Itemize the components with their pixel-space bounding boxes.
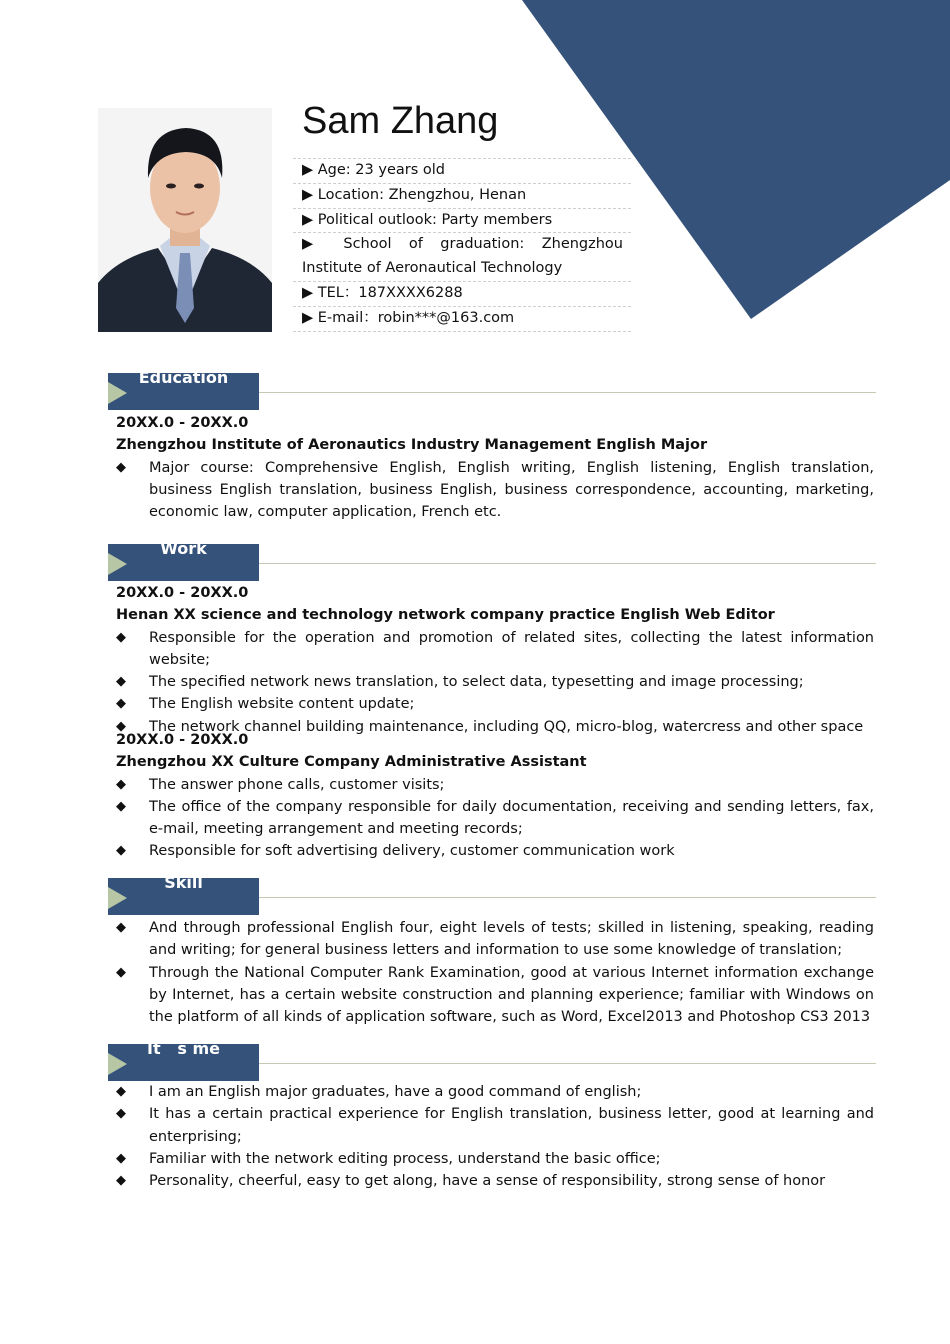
diamond-bullet-icon: ◆ <box>116 776 126 792</box>
list-item: ◆ It has a certain practical experience for English translation, business letter, good at learning and enterprising; <box>116 1106 874 1145</box>
entry-org: Zhengzhou Institute of Aeronautics Industry Management English Major <box>116 437 708 454</box>
entry-dates: 20XX.0 - 20XX.0 <box>116 585 249 601</box>
work-entry-1 <box>116 582 874 738</box>
info-age: ▶ Age: 23 years old <box>293 159 631 184</box>
section-rule <box>259 1063 876 1064</box>
section-header <box>108 873 876 918</box>
triangle-marker-icon <box>108 382 127 404</box>
section-title: Work <box>160 539 207 558</box>
section-header <box>108 1039 876 1084</box>
section-title-box <box>108 1039 259 1081</box>
info-phone: ▶ TEL：187XXXX6288 <box>293 282 631 307</box>
diamond-bullet-icon: ◆ <box>116 798 126 814</box>
list-item: ◆ The network channel building maintenance, including QQ, micro-blog, watercress and other space <box>116 718 864 735</box>
entry-org: Henan XX science and technology network company practice English Web Editor <box>116 607 775 624</box>
section-title-box <box>108 539 259 581</box>
diamond-bullet-icon: ◆ <box>116 1106 126 1122</box>
section-header <box>108 368 876 413</box>
candidate-name: Sam Zhang <box>302 100 499 142</box>
diamond-bullet-icon: ◆ <box>116 629 126 645</box>
list-item: ◆ Responsible for the operation and promotion of related sites, collecting the latest information website; <box>116 629 874 668</box>
list-item: ◆ The specified network news translation, to select data, typesetting and image processing; <box>116 674 804 691</box>
diamond-bullet-icon: ◆ <box>116 1150 126 1166</box>
diamond-bullet-icon: ◆ <box>116 1084 126 1099</box>
triangle-marker-icon <box>108 1053 127 1075</box>
section-rule <box>259 897 876 898</box>
list-item: ◆ Responsible for soft advertising delivery, customer communication work <box>116 843 675 860</box>
section-title-box <box>108 873 259 915</box>
section-title: Education <box>138 368 229 387</box>
work-entry-2 <box>116 729 874 863</box>
diamond-bullet-icon: ◆ <box>116 920 126 935</box>
diamond-bullet-icon: ◆ <box>116 1173 126 1189</box>
section-title: Skill <box>164 873 203 892</box>
diamond-bullet-icon: ◆ <box>116 696 126 712</box>
entry-org: Zhengzhou XX Culture Company Administrative Assistant <box>116 754 587 771</box>
diamond-bullet-icon: ◆ <box>116 459 126 475</box>
info-location: ▶ Location: Zhengzhou, Henan <box>293 184 631 209</box>
diamond-bullet-icon: ◆ <box>116 843 126 859</box>
list-item: ◆ Familiar with the network editing process, understand the basic office; <box>116 1150 661 1167</box>
list-item: ◆ The office of the company responsible for daily documentation, receiving and sending letters, fax, e-mail, meeting arrangement and meeting records; <box>116 798 874 838</box>
list-item: ◆ Through the National Computer Rank Examination, good at various Internet information exchange by Internet, has a certain website construction and planning experience; familiar with Windows on the platform of all kinds of application software, such as Word, Excel2013 and Photoshop CS3 2013 <box>116 964 874 1026</box>
about-list <box>116 1081 874 1192</box>
info-school: ▶ School of graduation: Zhengzhou Institute of Aeronautical Technology <box>293 233 631 282</box>
section-rule <box>259 563 876 564</box>
section-title: It s me <box>147 1039 220 1058</box>
education-entry <box>116 412 874 523</box>
list-item: ◆ The answer phone calls, customer visits; <box>116 776 445 793</box>
list-item: ◆ The English website content update; <box>116 696 415 713</box>
list-item: ◆ And through professional English four, eight levels of tests; skilled in listening, speaking, reading and writing; for general business letters and information to use some knowledge of translation; <box>116 920 874 959</box>
skill-list <box>116 917 874 1028</box>
list-item: ◆ Personality, cheerful, easy to get along, have a sense of responsibility, strong sense of honor <box>116 1173 826 1190</box>
triangle-marker-icon <box>108 887 127 909</box>
diamond-bullet-icon: ◆ <box>116 674 126 690</box>
entry-dates: 20XX.0 - 20XX.0 <box>116 415 249 431</box>
diamond-bullet-icon: ◆ <box>116 964 126 980</box>
list-item: ◆ Major course: Comprehensive English, English writing, English listening, English translation, business English translation, business English, business correspondence, accounting, marketing, economic law, computer application, French etc. <box>116 459 874 521</box>
entry-dates: 20XX.0 - 20XX.0 <box>116 732 249 748</box>
section-title-box <box>108 368 259 410</box>
info-email: ▶ E-mail：robin***@163.com <box>293 307 631 332</box>
section-rule <box>259 392 876 393</box>
list-item: ◆ I am an English major graduates, have a good command of english; <box>116 1084 642 1100</box>
personal-info-list <box>293 158 631 332</box>
triangle-marker-icon <box>108 553 127 575</box>
section-header <box>108 539 876 584</box>
portrait-photo <box>98 108 272 332</box>
info-political-outlook: ▶ Political outlook: Party members <box>293 209 631 234</box>
diamond-bullet-icon: ◆ <box>116 718 126 734</box>
